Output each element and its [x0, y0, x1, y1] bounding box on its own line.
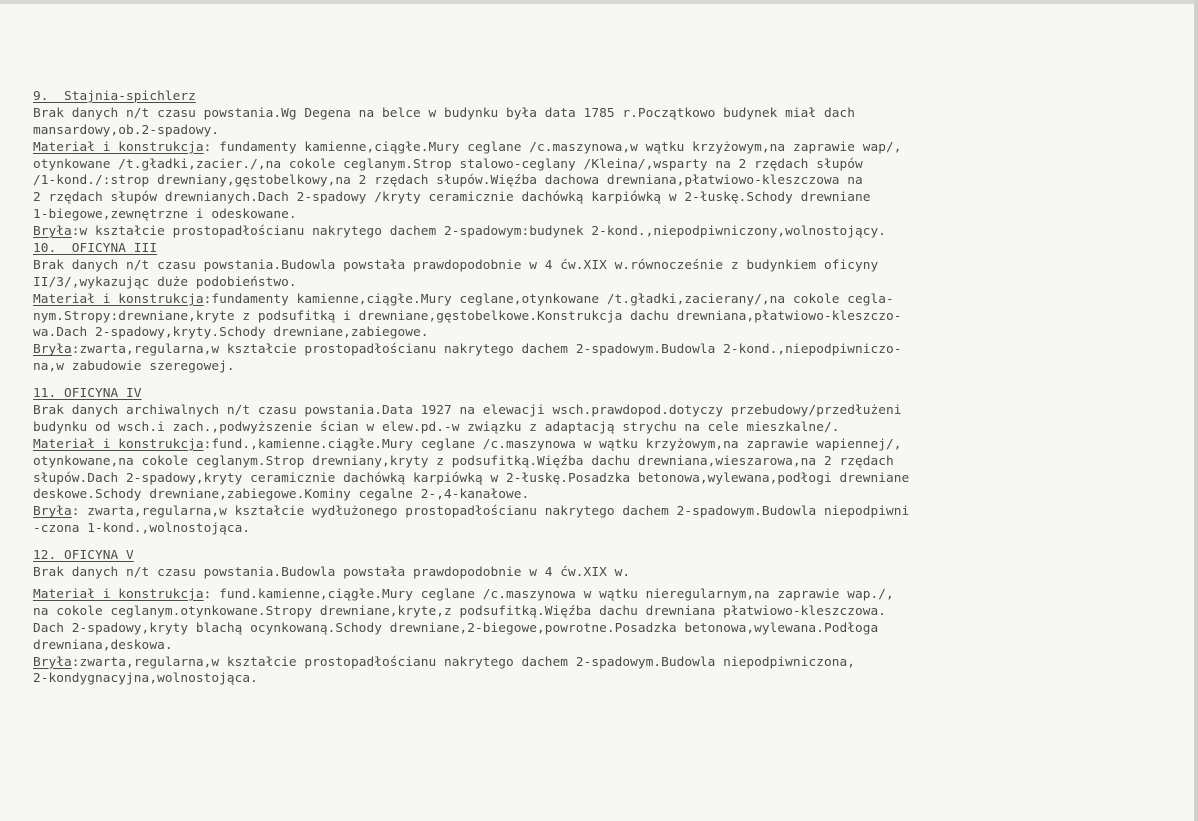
line-text: -czona 1-kond.,wolnostojąca. — [33, 521, 251, 537]
line-text: wa.Dach 2-spadowy,kryty.Schody drewniane,zabiegowe. — [33, 325, 429, 341]
typewritten-document — [33, 89, 1198, 689]
labeled-paragraph-line — [33, 140, 1198, 157]
paragraph-line — [33, 275, 1198, 292]
line-text: :fundamenty kamienne,ciągłe.Mury ceglane,otynkowane /t.gładki,zacierany/,na cokole cegla- — [203, 291, 894, 307]
line-text: nym.Stropy:drewniane,kryte z podsufitką i drewniane,gęstobelkowe.Konstrukcja dachu drewniana,płatwiowo-kleszczo- — [33, 308, 902, 324]
section-heading-text: 10. OFICYNA III — [33, 241, 158, 257]
paragraph-line — [33, 604, 1198, 621]
line-text: drewniana,deskowa. — [33, 637, 173, 653]
labeled-paragraph-line — [33, 587, 1198, 604]
paragraph-line — [33, 359, 1198, 376]
line-text: otynkowane /t.gładki,zacier./,na cokole ceglanym.Strop stalowo-ceglany /Kleina/,wsparty na 2 rzędach słupów — [33, 156, 863, 172]
paragraph-line — [33, 621, 1198, 638]
paragraph-line — [33, 190, 1198, 207]
paragraph-line — [33, 309, 1198, 326]
field-label: Materiał i konstrukcja — [33, 436, 204, 452]
line-text: : zwarta,regularna,w kształcie wydłużonego prostopadłościanu nakrytego dachem 2-spadowym.Budowla niepodpiwni — [71, 504, 910, 520]
line-text: Dach 2-spadowy,kryty blachą ocynkowaną.Schody drewniane,2-biegowe,powrotne.Posadzka betonowa,wylewana.Podłoga — [33, 620, 879, 636]
field-label: Bryła — [33, 342, 72, 358]
line-text: 2 rzędach słupów drewnianych.Dach 2-spadowy /kryty ceramicznie dachówką karpiówką w 2-łuskę.Schody drewniane — [33, 190, 871, 206]
line-text: budynku od wsch.i zach.,podwyższenie ścian w elew.pd.-w związku z adaptacją strychu na cele mieszkalne/. — [33, 419, 840, 435]
line-text: :w kształcie prostopadłościanu nakrytego dachem 2-spadowym:budynek 2-kond.,niepodpiwniczony,wolnostojący. — [71, 224, 886, 240]
paragraph-line — [33, 671, 1198, 688]
paragraph-line — [33, 565, 1198, 582]
scan-edge-top — [0, 0, 1198, 4]
line-text: na,w zabudowie szeregowej. — [33, 359, 235, 375]
paragraph-line — [33, 207, 1198, 224]
line-text: Brak danych n/t czasu powstania.Budowla powstała prawdopodobnie w 4 ćw.XIX w. — [33, 565, 631, 581]
paragraph-line — [33, 420, 1198, 437]
field-label: Bryła — [33, 224, 72, 240]
line-text: Brak danych archiwalnych n/t czasu powstania.Data 1927 na elewacji wsch.prawdopod.dotyczy przebudowy/przedłużeni — [33, 403, 902, 419]
paragraph-line — [33, 487, 1198, 504]
line-text: :zwarta,regularna,w kształcie prostopadłościanu nakrytego dachem 2-spadowym.Budowla 2-kond.,niepodpiwniczo- — [71, 342, 902, 358]
paragraph-line — [33, 638, 1198, 655]
line-text: Brak danych n/t czasu powstania.Budowla powstała prawdopodobnie w 4 ćw.XIX w.równocześnie z budynkiem oficyny — [33, 257, 879, 273]
line-text: 1-biegowe,zewnętrzne i odeskowane. — [33, 207, 297, 223]
labeled-paragraph-line — [33, 437, 1198, 454]
paragraph-line — [33, 325, 1198, 342]
section-heading — [33, 386, 1198, 403]
line-text: otynkowane,na cokole ceglanym.Strop drewniany,kryty z podsufitką.Więźba dachu drewniana,wieszarowa,na 2 rzędach — [33, 453, 894, 469]
paragraph-line — [33, 471, 1198, 488]
labeled-paragraph-line — [33, 655, 1198, 672]
paragraph-line — [33, 403, 1198, 420]
line-text: : fundamenty kamienne,ciągłe.Mury ceglane /c.maszynowa,w wątku krzyżowym,na zaprawie wap/, — [203, 139, 902, 155]
paragraph-line — [33, 106, 1198, 123]
paragraph-line — [33, 157, 1198, 174]
labeled-paragraph-line — [33, 224, 1198, 241]
line-text: deskowe.Schody drewniane,zabiegowe.Kominy cegalne 2-,4-kanałowe. — [33, 487, 530, 503]
paragraph-line — [33, 521, 1198, 538]
field-label: Materiał i konstrukcja — [33, 139, 204, 155]
line-text: /1-kond./:strop drewniany,gęstobelkowy,na 2 rzędach słupów.Więźba dachowa drewniana,płatwiowo-kleszczowa na — [33, 173, 863, 189]
section-heading-text: 12. OFICYNA V — [33, 548, 134, 564]
labeled-paragraph-line — [33, 342, 1198, 359]
paragraph-line — [33, 123, 1198, 140]
section-heading — [33, 89, 1198, 106]
paragraph-line — [33, 173, 1198, 190]
section-heading-text: 9. Stajnia-spichlerz — [33, 89, 196, 104]
line-text: :fund.,kamienne.ciągłe.Mury ceglane /c.maszynowa w wątku krzyżowym,na zaprawie wapiennej/, — [203, 436, 902, 452]
line-text: :zwarta,regularna,w kształcie prostopadłościanu nakrytego dachem 2-spadowym.Budowla niepodpiwniczona, — [71, 654, 855, 670]
labeled-paragraph-line — [33, 504, 1198, 521]
line-text: na cokole ceglanym.otynkowane.Stropy drewniane,kryte,z podsufitką.Więźba dachu drewniana płatwiowo-kleszczowa. — [33, 603, 886, 619]
line-text: : fund.kamienne,ciągłe.Mury ceglane /c.maszynowa w wątku nieregularnym,na zaprawie wap./, — [203, 586, 894, 602]
section-heading-text: 11. OFICYNA IV — [33, 386, 142, 402]
field-label: Bryła — [33, 654, 72, 670]
line-text: II/3/,wykazując duże podobieństwo. — [33, 274, 297, 290]
labeled-paragraph-line — [33, 292, 1198, 309]
field-label: Materiał i konstrukcja — [33, 291, 204, 307]
field-label: Bryła — [33, 504, 72, 520]
line-text: Brak danych n/t czasu powstania.Wg Degena na belce w budynku była data 1785 r.Początkowo budynek miał dach — [33, 105, 855, 121]
line-text: słupów.Dach 2-spadowy,kryty ceramicznie dachówką karpiówką w 2-łuskę.Posadzka betonowa,wylewana,podłogi drewniane — [33, 470, 910, 486]
section-heading — [33, 548, 1198, 565]
section-heading — [33, 241, 1198, 258]
line-text: mansardowy,ob.2-spadowy. — [33, 122, 220, 138]
field-label: Materiał i konstrukcja — [33, 586, 204, 602]
paragraph-line — [33, 454, 1198, 471]
paragraph-line — [33, 258, 1198, 275]
line-text: 2-kondygnacyjna,wolnostojąca. — [33, 671, 258, 687]
